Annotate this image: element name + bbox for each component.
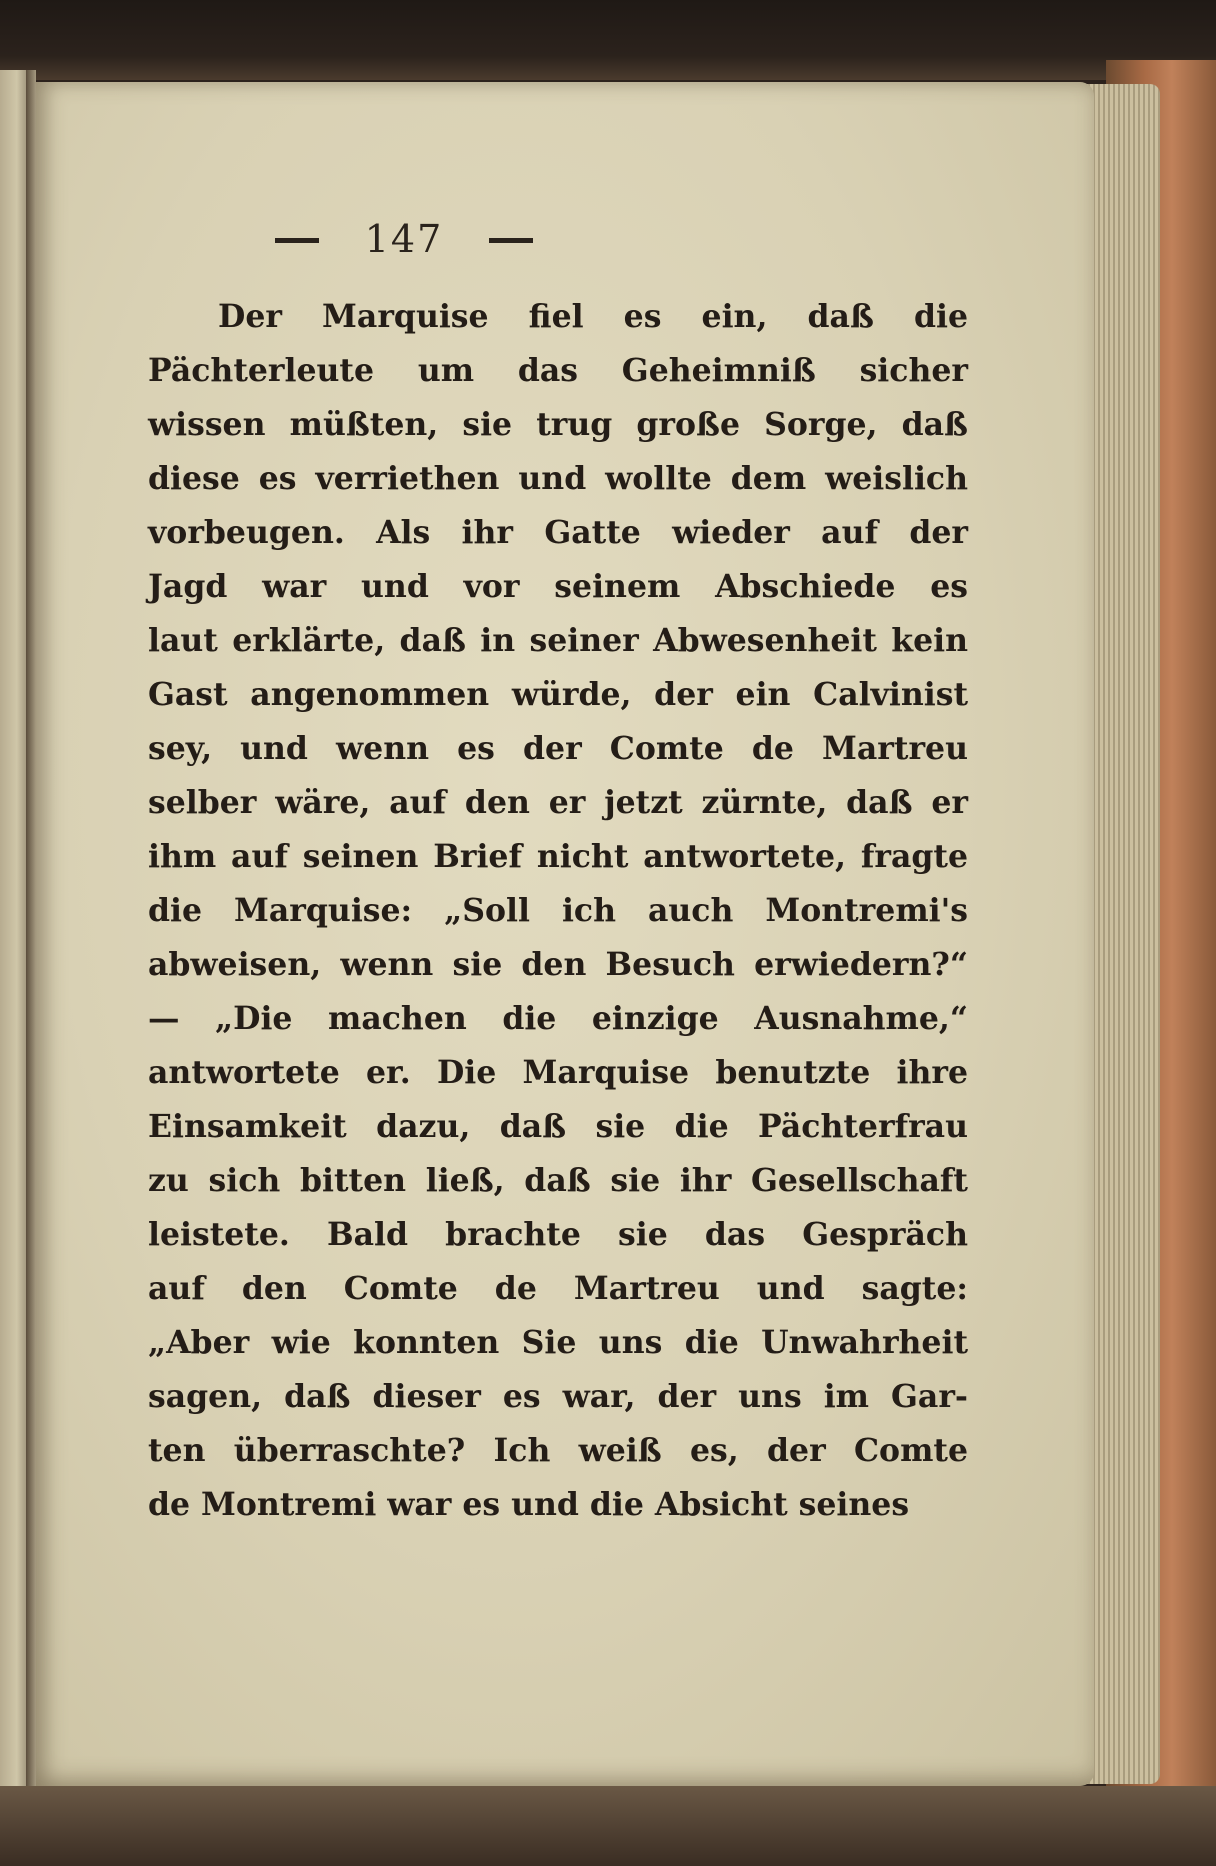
text-line: ihm auf seinen Brief nicht antwortete, fragte: [148, 838, 968, 875]
text-line: Pächterleute um das Geheimniß sicher: [148, 352, 968, 389]
text-line: Einsamkeit dazu, daß sie die Pächterfrau: [148, 1108, 968, 1145]
text-line: die Marquise: „Soll ich auch Montremi's: [148, 892, 968, 929]
text-line: Jagd war und vor seinem Abschiede es: [148, 568, 968, 605]
book-cover-bottom-edge: [0, 1786, 1216, 1866]
body-text: [148, 290, 968, 1532]
text-line: leistete. Bald brachte sie das Gespräch: [148, 1216, 968, 1253]
text-line: Der Marquise fiel es ein, daß die: [218, 298, 968, 335]
text-line: ten überraschte? Ich weiß es, der Comte: [148, 1432, 968, 1469]
text-line: antwortete er. Die Marquise benutzte ihre: [148, 1054, 968, 1091]
text-line: de Montremi war es und die Absicht seines: [148, 1486, 910, 1523]
gutter-shadow: [26, 70, 36, 1840]
text-line: Gast angenommen würde, der ein Calvinist: [148, 676, 968, 713]
text-line: auf den Comte de Martreu und sagte:: [148, 1270, 968, 1307]
text-line: wissen müßten, sie trug große Sorge, daß: [148, 406, 968, 443]
page-number: 147: [364, 217, 444, 261]
book-cover-top-edge: [0, 0, 1216, 80]
text-line: laut erklärte, daß in seiner Abwesenheit kein: [148, 622, 968, 659]
page-header: [34, 217, 774, 261]
text-line: vorbeugen. Als ihr Gatte wieder auf der: [148, 514, 968, 551]
text-line: diese es verriethen und wollte dem weislich: [148, 460, 968, 497]
text-line: abweisen, wenn sie den Besuch erwiedern?“: [148, 946, 968, 983]
text-line: — „Die machen die einzige Ausnahme,“: [148, 1000, 968, 1037]
text-line: „Aber wie konnten Sie uns die Unwahrheit: [148, 1324, 968, 1361]
text-line: sagen, daß dieser es war, der uns im Gar-: [148, 1378, 968, 1415]
facing-page-edge: [0, 70, 28, 1840]
header-dash-left: [275, 238, 319, 243]
text-line: selber wäre, auf den er jetzt zürnte, daß er: [148, 784, 968, 821]
header-dash-right: [489, 238, 533, 243]
text-line: sey, und wenn es der Comte de Martreu: [148, 730, 968, 767]
text-line: zu sich bitten ließ, daß sie ihr Gesellschaft: [148, 1162, 968, 1199]
